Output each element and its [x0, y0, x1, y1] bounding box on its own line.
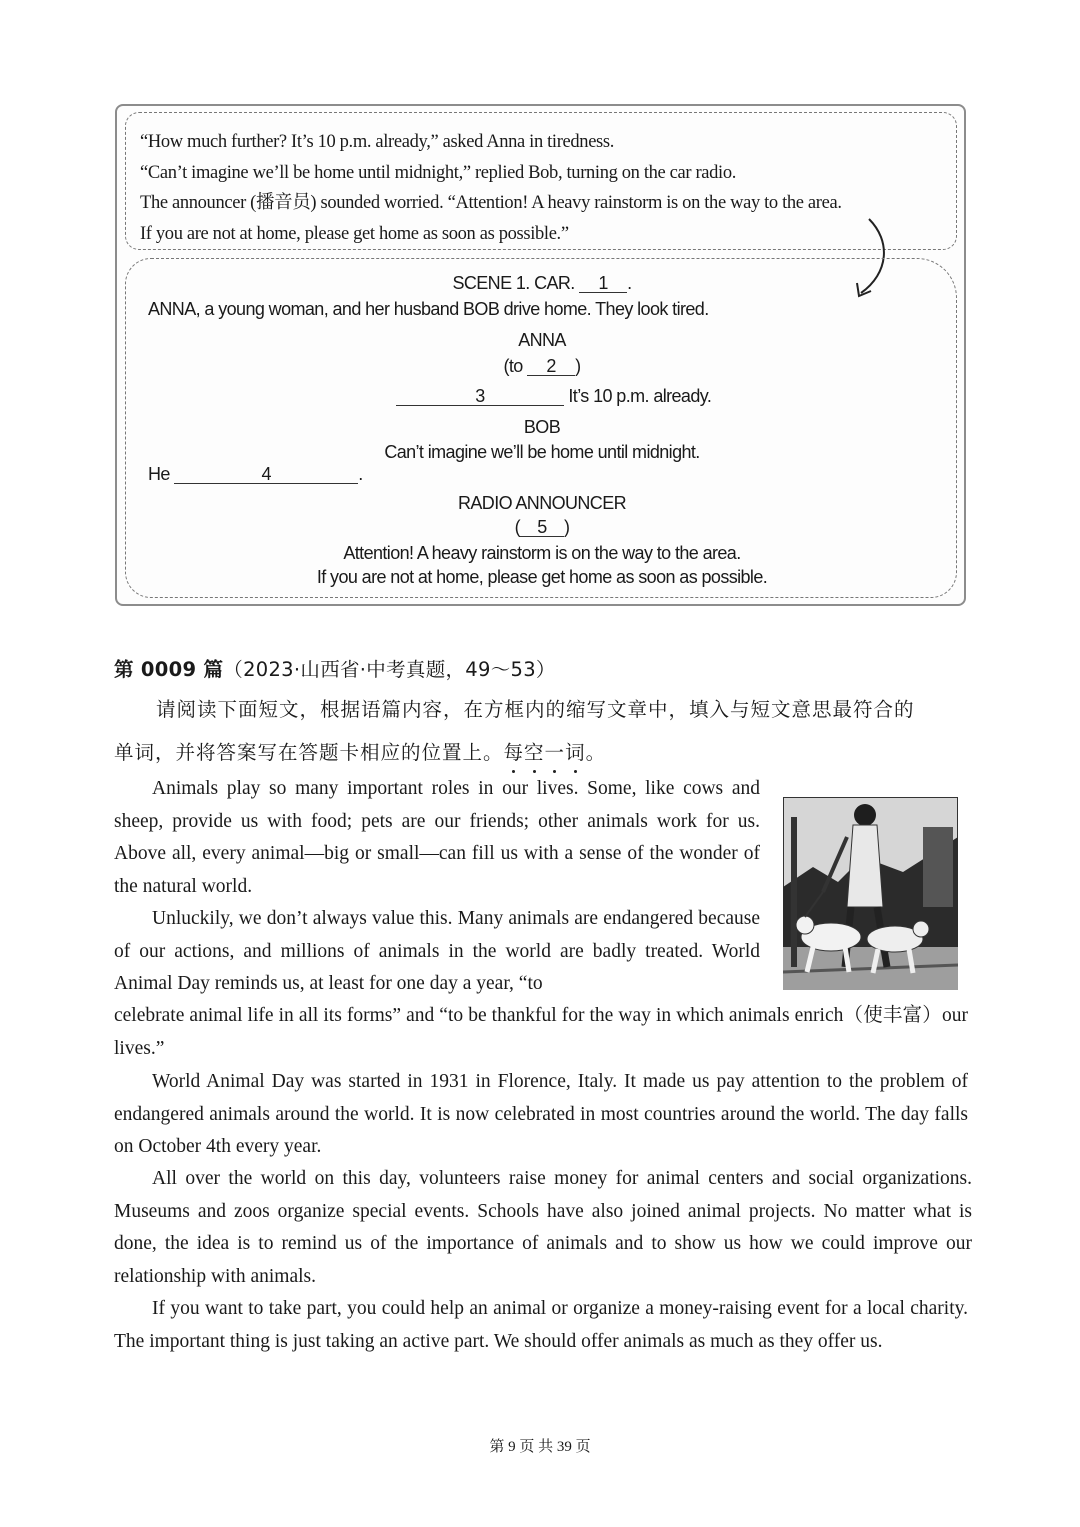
stage-direction-2: (to 2 ): [503, 356, 581, 376]
instruction-line-1: 请阅读下面短文，根据语篇内容，在方框内的缩写文章中，填入与短文意思最符合的: [156, 698, 915, 721]
emphasis-char: 一: [544, 741, 566, 764]
emphasis-char: 每: [503, 741, 525, 764]
emphasis-dotted-text: [504, 741, 586, 764]
script-box: [125, 258, 957, 598]
he-line: He 4 .: [148, 464, 363, 484]
stage-direction-5: ( 5 ): [514, 517, 570, 537]
bob-line: Can’t imagine we’ll be home until midnight.: [384, 442, 700, 462]
announcer-line-1: Attention! A heavy rainstorm is on the way to the area.: [343, 543, 741, 563]
passage-number: 第 0009 篇: [114, 658, 224, 681]
instruction-line-2: 单词，并将答案写在答题卡相应的位置上。每空一词。: [114, 741, 607, 764]
story-script-figure: [115, 104, 966, 606]
story-line: The announcer (播音员) sounded worried. “Attention! A heavy rainstorm is on the way to the area.: [140, 193, 842, 213]
anna-line: 3 It’s 10 p.m. already.: [396, 386, 711, 407]
paragraph-3: World Animal Day was started in 1931 in Florence, Italy. It made us pay attention to the problem of endangered animals around the world. It is now celebrated in most countries around the world. The day falls on October 4th every year.: [114, 1071, 968, 1157]
paragraph-1: Animals play so many important roles in our lives. Some, like cows and sheep, provide us with food; pets are our friends; other animals work for us. Above all, every animal—big or small—can fill us with a sense of the wonder of the natural world.: [114, 778, 760, 897]
blank-4: 4: [174, 465, 358, 484]
passage-heading: [114, 654, 556, 682]
character-radio-announcer: RADIO ANNOUNCER: [457, 493, 627, 513]
scene-heading: SCENE 1. CAR. 1 .: [452, 273, 632, 293]
emphasis-char: 词: [565, 741, 586, 764]
passage-source: （2023·山西省·中考真题，49～53）: [223, 658, 556, 681]
character-anna: ANNA: [518, 330, 566, 350]
paragraph-2a: Unluckily, we don’t always value this. Many animals are endangered because of our actions, and millions of animals in the world are badly treated. World Animal Day reminds us, at least for one day a year, “to: [114, 908, 760, 994]
blank-3: 3: [396, 387, 564, 406]
blank-5: 5: [520, 518, 564, 537]
blank-2: 2: [527, 357, 575, 376]
guide-dog-photo: [783, 797, 958, 990]
paragraph-4: All over the world on this day, volunteers raise money for animal centers and social organizations. Museums and zoos organize special events. Schools have also joined animal projects. No matter what is done, the idea is to remind us of the importance of animals and to show us how we could improve our relationship with animals.: [114, 1168, 972, 1287]
story-line: If you are not at home, please get home as soon as possible.”: [140, 223, 569, 244]
scene-intro: ANNA, a young woman, and her husband BOB drive home. They look tired.: [148, 299, 709, 319]
paragraph-5: If you want to take part, you could help an animal or organize a money-raising event for a local charity. The important thing is just taking an active part. We should offer animals as much as they offer us.: [114, 1298, 968, 1352]
character-bob: BOB: [523, 417, 561, 437]
paragraph-2b: celebrate animal life in all its forms” and “to be thankful for the way in which animals enrich（使丰富）our lives.”: [114, 1005, 968, 1059]
announcer-line-2: If you are not at home, please get home as soon as possible.: [316, 567, 768, 587]
story-line: “How much further? It’s 10 p.m. already,” asked Anna in tiredness.: [140, 132, 615, 152]
page-footer: 第 9 页 共 39 页: [489, 1439, 591, 1455]
story-line: “Can’t imagine we’ll be home until midnight,” replied Bob, turning on the car radio.: [140, 162, 737, 183]
story-box: [125, 112, 957, 250]
emphasis-char: 空: [524, 741, 545, 764]
blank-1: 1: [579, 274, 627, 293]
